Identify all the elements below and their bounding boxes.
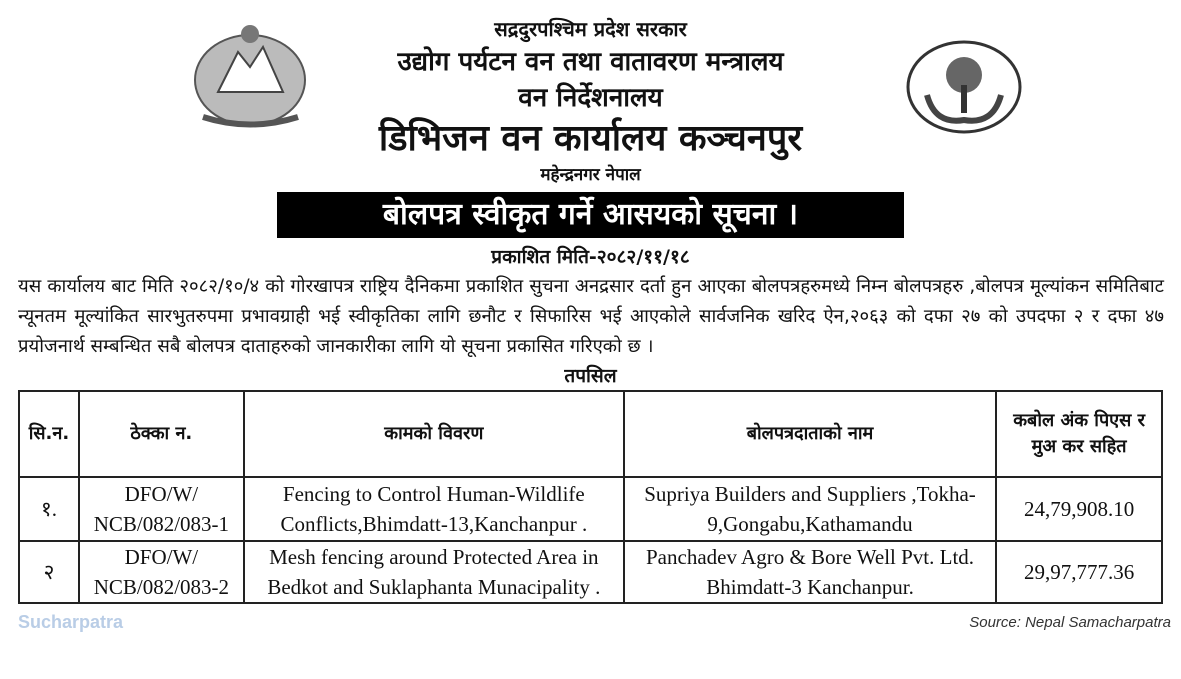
cell-sn: १. bbox=[19, 477, 79, 541]
table-row bbox=[19, 477, 1162, 541]
table-title: तपसिल bbox=[564, 365, 617, 387]
cell-work-description: Mesh fencing around Protected Area in Bedkot and Suklaphanta Munacipality . bbox=[244, 541, 624, 603]
header-bidder-name: बोलपत्रदाताको नाम bbox=[624, 391, 996, 477]
cell-sn: २ bbox=[19, 541, 79, 603]
published-date: प्रकाशित मिति-२०८२/११/१८ bbox=[491, 246, 690, 268]
header-sn: सि.न. bbox=[19, 391, 79, 477]
cell-work-description: Fencing to Control Human-Wildlife Conflicts,Bhimdatt-13,Kanchanpur . bbox=[244, 477, 624, 541]
cell-bid-amount: 29,97,777.36 bbox=[996, 541, 1162, 603]
nepal-government-emblem bbox=[188, 22, 313, 132]
footer bbox=[18, 612, 1171, 633]
bid-table bbox=[18, 390, 1163, 604]
header-work-description: कामको विवरण bbox=[244, 391, 624, 477]
watermark: Sucharpatra bbox=[18, 612, 124, 632]
directorate-name: वन निर्देशनालय bbox=[518, 83, 663, 113]
cell-bidder-name: Supriya Builders and Suppliers ,Tokha-9,Gongabu,Kathamandu bbox=[624, 477, 996, 541]
source-credit: Source: Nepal Samacharpatra bbox=[969, 614, 1171, 631]
table-header-row bbox=[19, 391, 1162, 477]
cell-bidder-name: Panchadev Agro & Bore Well Pvt. Ltd. Bhimdatt-3 Kanchanpur. bbox=[624, 541, 996, 603]
table-row bbox=[19, 541, 1162, 603]
cell-contract-no: DFO/W/ NCB/082/083-1 bbox=[79, 477, 244, 541]
office-name: डिभिजन वन कार्यालय कञ्चनपुर bbox=[378, 118, 803, 159]
ministry-name: उद्योग पर्यटन वन तथा वातावरण मन्त्रालय bbox=[397, 47, 784, 77]
notice-body: यस कार्यालय बाट मिति २०८२/१०/४ को गोरखापत्र राष्ट्रिय दैनिकमा प्रकाशित सुचना अनद्रसार दर्ता हुन आएका बोलपत्रहरुमध्ये निम्न बोलपत्रहरु ,बोलपत्र मूल्यांकन समितिबाट न्यूनतम मूल्यांकित सारभुतरुपमा प्रभावग्राही भई स्वीकृतिका लागि छनौट र सिफारिस भई आएकोले सार्वजनिक खरिद ऐन,२०६३ को दफा २७ को उपदफा २ र दफा ४७ प्रयोजनार्थ सम्बन्धित सबै बोलपत्र दाताहरुको जानकारीका लागि यो सूचना प्रकासित गरिएको छ । bbox=[18, 276, 1164, 357]
notice-title-banner: बोलपत्र स्वीकृत गर्ने आसयको सूचना । bbox=[277, 192, 904, 238]
forest-department-logo bbox=[905, 40, 1023, 135]
header-contract-no: ठेक्का न. bbox=[79, 391, 244, 477]
header-bid-amount: कबोल अंक पिएस र मुअ कर सहित bbox=[996, 391, 1162, 477]
office-location: महेन्द्रनगर नेपाल bbox=[540, 165, 641, 185]
province-government: सद्रदुरपश्चिम प्रदेश सरकार bbox=[494, 17, 687, 41]
cell-bid-amount: 24,79,908.10 bbox=[996, 477, 1162, 541]
cell-contract-no: DFO/W/ NCB/082/083-2 bbox=[79, 541, 244, 603]
